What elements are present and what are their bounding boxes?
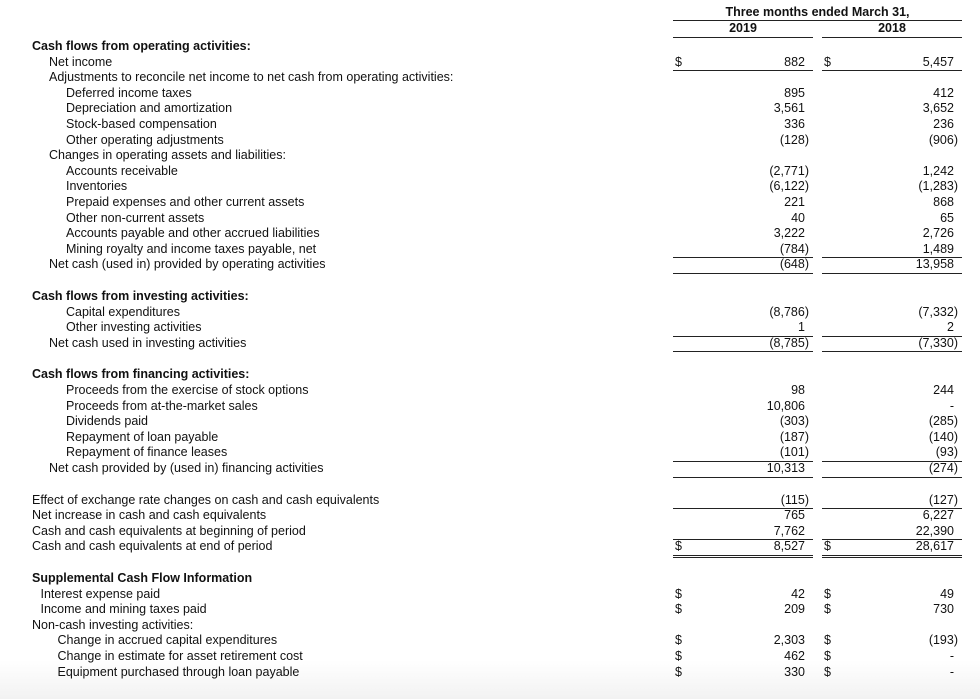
value-cell-2018	[822, 414, 962, 430]
value-cell-2018	[822, 226, 962, 242]
value-cell-2018	[822, 320, 962, 337]
amount: (784)	[779, 241, 809, 256]
amount: 462	[784, 649, 805, 663]
value-cell-2019	[673, 320, 813, 337]
amount: 765	[784, 508, 805, 523]
statement-row	[0, 508, 980, 524]
value-cell-2019	[673, 602, 813, 618]
amount: (274)	[928, 461, 958, 475]
currency-symbol: $	[675, 586, 682, 601]
value-cell-2019	[673, 101, 813, 117]
value-cell-2018	[822, 445, 962, 462]
amount: 1	[798, 320, 805, 335]
statement-row	[0, 461, 980, 477]
value-cell-2019	[673, 86, 813, 102]
statement-row	[0, 289, 980, 305]
currency-symbol: $	[675, 664, 682, 679]
value-cell-2018	[822, 383, 962, 399]
statement-row	[0, 320, 980, 336]
amount: 3,561	[773, 101, 805, 116]
statement-row	[0, 430, 980, 446]
value-cell-2019	[673, 383, 813, 399]
value-cell-2018	[822, 336, 962, 353]
section-heading: Cash flows from investing activities:	[32, 289, 249, 303]
value-cell-2018	[822, 493, 962, 510]
value-cell-2019	[673, 195, 813, 211]
row-label: Non-cash investing activities:	[32, 617, 194, 632]
amount: 244	[933, 383, 954, 397]
amount: 6,227	[922, 508, 954, 523]
value-cell-2018	[822, 539, 962, 558]
row-label: Repayment of loan payable	[66, 429, 219, 444]
row-label: Effect of exchange rate changes on cash and cash equivalents	[32, 492, 380, 507]
year-underline-2019	[673, 37, 813, 38]
row-label: Net increase in cash and cash equivalents	[32, 508, 267, 523]
amount: (2,771)	[769, 163, 809, 178]
amount: 221	[784, 195, 805, 209]
value-cell-2018	[822, 55, 962, 72]
statement-row	[0, 101, 980, 117]
row-label: Changes in operating assets and liabilities:	[49, 148, 286, 163]
currency-symbol: $	[675, 633, 682, 648]
statement-row	[0, 179, 980, 195]
currency-symbol: $	[675, 539, 682, 554]
statement-row	[0, 445, 980, 461]
currency-symbol: $	[824, 539, 831, 554]
value-cell-2019	[673, 493, 813, 510]
statement-row	[0, 539, 980, 555]
row-label: Inventories	[66, 179, 128, 194]
value-cell-2019	[673, 508, 813, 524]
currency-symbol: $	[675, 649, 682, 663]
period-header: Three months ended March 31,	[725, 5, 910, 19]
amount: 1,489	[922, 241, 954, 256]
value-cell-2019	[673, 257, 813, 274]
amount: (6,122)	[769, 179, 809, 194]
value-cell-2018	[822, 101, 962, 117]
row-label: Cash and cash equivalents at beginning of period	[32, 523, 306, 538]
amount: (187)	[779, 429, 809, 444]
value-cell-2018	[822, 211, 962, 227]
currency-symbol: $	[824, 664, 831, 679]
amount: 5,457	[922, 54, 954, 69]
row-label: Deferred income taxes	[66, 85, 192, 100]
amount: 10,313	[766, 461, 805, 475]
amount: 882	[784, 54, 805, 69]
row-label: Net income	[49, 54, 113, 69]
value-cell-2018	[822, 117, 962, 133]
row-label: Depreciation and amortization	[66, 101, 233, 116]
value-cell-2019	[673, 399, 813, 415]
amount: 65	[940, 210, 954, 225]
value-cell-2019	[673, 665, 813, 681]
amount: 730	[933, 602, 954, 617]
statement-row	[0, 336, 980, 352]
amount: 2	[947, 320, 954, 335]
value-cell-2019	[673, 524, 813, 541]
row-label: Other operating adjustments	[66, 132, 224, 147]
row-label: Other non-current assets	[66, 210, 205, 225]
value-cell-2019	[673, 55, 813, 72]
statement-row	[0, 571, 980, 587]
value-cell-2019	[673, 164, 813, 180]
value-cell-2018	[822, 587, 962, 603]
row-label: Equipment purchased through loan payable	[57, 664, 300, 679]
value-cell-2019	[673, 461, 813, 478]
statement-row	[0, 242, 980, 258]
amount: (8,785)	[769, 335, 809, 350]
amount: 330	[784, 664, 805, 679]
amount: -	[949, 398, 954, 413]
amount: 1,242	[922, 163, 954, 178]
value-cell-2019	[673, 539, 813, 558]
value-cell-2019	[673, 336, 813, 353]
statement-row	[0, 399, 980, 415]
amount: 8,527	[773, 539, 805, 554]
amount: 236	[933, 117, 954, 131]
year-header-2019: 2019	[729, 21, 757, 35]
statement-row	[0, 195, 980, 211]
amount: 895	[784, 85, 805, 100]
statement-row	[0, 633, 980, 649]
amount: (193)	[928, 633, 958, 648]
section-heading: Supplemental Cash Flow Information	[32, 571, 253, 585]
row-label: Net cash (used in) provided by operating activities	[49, 257, 326, 272]
value-cell-2019	[673, 226, 813, 242]
row-label: Accounts receivable	[66, 163, 178, 178]
amount: 2,303	[773, 633, 805, 648]
value-cell-2018	[822, 399, 962, 415]
value-cell-2018	[822, 179, 962, 195]
amount: (93)	[935, 445, 958, 460]
value-cell-2018	[822, 461, 962, 478]
value-cell-2019	[673, 445, 813, 462]
amount: 3,652	[922, 101, 954, 116]
row-label: Change in estimate for asset retirement cost	[57, 649, 303, 663]
statement-row	[0, 524, 980, 540]
row-label: Change in accrued capital expenditures	[57, 633, 278, 648]
row-label: Adjustments to reconcile net income to net cash from operating activities:	[49, 70, 454, 85]
value-cell-2019	[673, 587, 813, 603]
statement-row	[0, 257, 980, 273]
amount: 28,617	[915, 539, 954, 554]
amount: (127)	[928, 492, 958, 507]
section-heading: Cash flows from operating activities:	[32, 39, 251, 53]
value-cell-2018	[822, 164, 962, 180]
statement-row	[0, 148, 980, 164]
amount: (7,332)	[918, 304, 958, 319]
amount: (303)	[779, 414, 809, 429]
row-label: Net cash used in investing activities	[49, 335, 247, 350]
row-label: Mining royalty and income taxes payable, net	[66, 241, 317, 256]
row-label: Proceeds from at-the-market sales	[66, 398, 258, 413]
statement-row	[0, 414, 980, 430]
value-cell-2018	[822, 242, 962, 259]
currency-symbol: $	[824, 602, 831, 617]
amount: 7,762	[773, 523, 805, 538]
statement-row	[0, 367, 980, 383]
value-cell-2018	[822, 257, 962, 274]
amount: -	[949, 649, 954, 663]
year-underline-2018	[822, 37, 962, 38]
amount: (285)	[928, 414, 958, 429]
statement-row	[0, 383, 980, 399]
value-cell-2018	[822, 195, 962, 211]
currency-symbol: $	[824, 633, 831, 648]
amount: 412	[933, 85, 954, 100]
amount: 22,390	[915, 523, 954, 538]
row-label: Stock-based compensation	[66, 117, 217, 131]
statement-row	[0, 70, 980, 86]
row-label: Dividends paid	[66, 414, 148, 429]
amount: 42	[791, 586, 805, 601]
amount: 336	[784, 117, 805, 131]
statement-row	[0, 86, 980, 102]
amount: 49	[940, 586, 954, 601]
row-label: Capital expenditures	[66, 304, 180, 319]
statement-row	[0, 305, 980, 321]
amount: (906)	[928, 132, 958, 147]
amount: 2,726	[922, 226, 954, 241]
statement-row	[0, 117, 980, 133]
value-cell-2018	[822, 602, 962, 618]
currency-symbol: $	[824, 54, 831, 69]
row-label: Accounts payable and other accrued liabilities	[66, 226, 320, 241]
amount: 13,958	[915, 257, 954, 272]
value-cell-2018	[822, 508, 962, 524]
value-cell-2019	[673, 179, 813, 195]
statement-row	[0, 164, 980, 180]
value-cell-2019	[673, 211, 813, 227]
amount: 10,806	[766, 398, 805, 413]
row-label: Repayment of finance leases	[66, 445, 228, 460]
currency-symbol: $	[675, 54, 682, 69]
value-cell-2019	[673, 430, 813, 446]
value-cell-2018	[822, 133, 962, 149]
value-cell-2019	[673, 414, 813, 430]
statement-row	[0, 618, 980, 634]
amount: (8,786)	[769, 304, 809, 319]
amount: (101)	[779, 445, 809, 460]
amount: (1,283)	[918, 179, 958, 194]
statement-row	[0, 55, 980, 71]
value-cell-2019	[673, 133, 813, 149]
section-heading: Cash flows from financing activities:	[32, 367, 250, 382]
row-label: Other investing activities	[66, 320, 202, 335]
value-cell-2018	[822, 633, 962, 649]
value-cell-2018	[822, 305, 962, 321]
currency-symbol: $	[675, 602, 682, 617]
row-label: Income and mining taxes paid	[40, 602, 207, 617]
currency-symbol: $	[824, 649, 831, 663]
amount: 98	[791, 383, 805, 397]
statement-row	[0, 493, 980, 509]
value-cell-2019	[673, 117, 813, 133]
amount: (115)	[780, 492, 809, 507]
value-cell-2019	[673, 649, 813, 665]
value-cell-2018	[822, 665, 962, 681]
row-label: Interest expense paid	[40, 586, 161, 601]
row-label: Proceeds from the exercise of stock options	[66, 383, 309, 397]
row-label: Cash and cash equivalents at end of period	[32, 539, 273, 554]
amount: (648)	[779, 257, 809, 272]
value-cell-2019	[673, 305, 813, 321]
statement-row	[0, 39, 980, 55]
row-label: Prepaid expenses and other current assets	[66, 195, 305, 209]
statement-row	[0, 649, 980, 665]
amount: (128)	[779, 132, 809, 147]
amount: (7,330)	[918, 335, 958, 350]
value-cell-2019	[673, 242, 813, 259]
value-cell-2018	[822, 649, 962, 665]
amount: 40	[791, 210, 805, 225]
amount: -	[949, 664, 954, 679]
amount: 3,222	[773, 226, 805, 241]
amount: 868	[933, 195, 954, 209]
year-header-2018: 2018	[878, 21, 906, 35]
statement-row	[0, 211, 980, 227]
statement-row	[0, 587, 980, 603]
statement-row	[0, 665, 980, 681]
value-cell-2018	[822, 524, 962, 541]
currency-symbol: $	[824, 586, 831, 601]
statement-row	[0, 226, 980, 242]
amount: (140)	[928, 429, 958, 444]
row-label: Net cash provided by (used in) financing activities	[49, 461, 324, 475]
statement-row	[0, 602, 980, 618]
value-cell-2018	[822, 430, 962, 446]
value-cell-2019	[673, 633, 813, 649]
statement-row	[0, 133, 980, 149]
amount: 209	[784, 602, 805, 617]
value-cell-2018	[822, 86, 962, 102]
